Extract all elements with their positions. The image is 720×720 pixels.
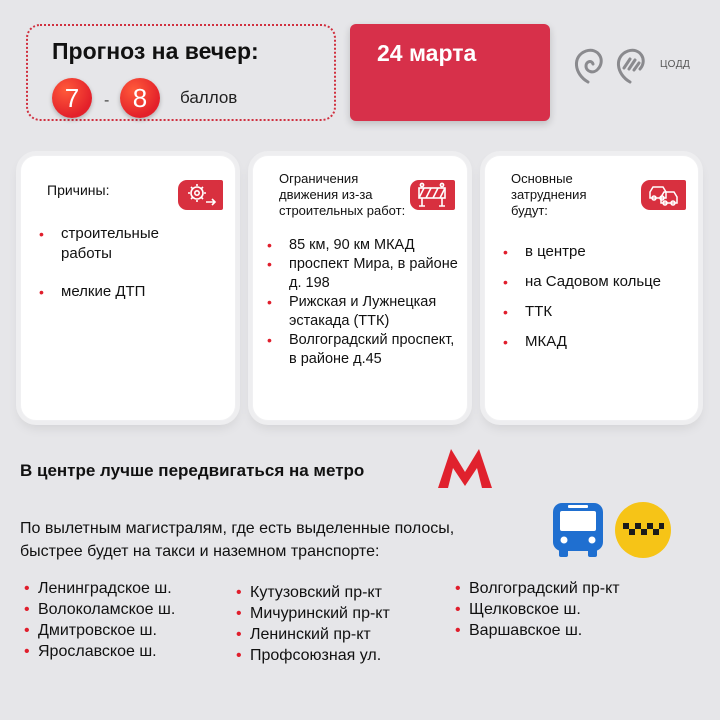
codd-logo bbox=[568, 44, 698, 88]
list-item: • МКАД bbox=[503, 332, 698, 352]
list-item: • Волгоградский пр-кт bbox=[455, 578, 620, 599]
taxi-icon bbox=[615, 502, 671, 558]
list-item: • проспект Мира, в районе д. 198 bbox=[267, 255, 462, 293]
gear-arrow-icon bbox=[178, 180, 223, 210]
score-unit: баллов bbox=[180, 88, 238, 107]
difficulties-card bbox=[484, 155, 699, 421]
list-item: • ТТК bbox=[503, 302, 698, 322]
restrictions-list bbox=[267, 236, 462, 369]
forecast-title: Прогноз на вечер: bbox=[52, 38, 259, 64]
score-from-badge: 7 bbox=[52, 78, 92, 118]
difficulties-card-title: Основные затруднения будут: bbox=[511, 171, 587, 218]
restrictions-card bbox=[252, 155, 468, 421]
date-box bbox=[350, 24, 550, 121]
list-item: • Рижская и Лужнецкая эстакада (ТТК) bbox=[267, 293, 462, 331]
bus-icon bbox=[550, 501, 606, 559]
list-item: • Волоколамское ш. bbox=[24, 599, 175, 620]
list-item: • Ленинградское ш. bbox=[24, 578, 175, 599]
list-item: • Волгоградский проспект, в районе д.45 bbox=[267, 331, 462, 369]
forecast-box bbox=[26, 24, 336, 121]
list-item: • Мичуринский пр-кт bbox=[236, 603, 390, 624]
score-to-badge: 8 bbox=[120, 78, 160, 118]
date-text: 24 марта bbox=[377, 40, 477, 66]
list-item: • 85 км, 90 км МКАД bbox=[267, 236, 462, 255]
roads-column-2 bbox=[236, 582, 390, 666]
list-item: • Дмитровское ш. bbox=[24, 620, 175, 641]
metro-recommendation: В центре лучше передвигаться на метро bbox=[20, 461, 365, 480]
roads-column-1 bbox=[24, 578, 175, 662]
reasons-card-title: Причины: bbox=[47, 182, 110, 198]
list-item: • Кутузовский пр-кт bbox=[236, 582, 390, 603]
score-dash: - bbox=[104, 92, 110, 109]
road-barrier-icon bbox=[410, 180, 455, 210]
reasons-card bbox=[20, 155, 236, 421]
metro-m-icon bbox=[436, 446, 494, 490]
roads-column-3 bbox=[455, 578, 620, 641]
list-item: • в центре bbox=[503, 242, 698, 262]
restrictions-card-title: Ограничения движения из-за строительных работ: bbox=[279, 171, 406, 218]
reasons-list bbox=[39, 224, 189, 302]
codd-logo-mark-icon bbox=[568, 44, 658, 88]
lanes-text: По вылетным магистралям, где есть выделенные полосы, быстрее будет на такси и наземном транспорте: bbox=[20, 520, 455, 560]
list-item: • Ярославское ш. bbox=[24, 641, 175, 662]
list-item: • Варшавское ш. bbox=[455, 620, 620, 641]
cars-icon bbox=[641, 180, 686, 210]
list-item: • Щелковское ш. bbox=[455, 599, 620, 620]
list-item: • мелкие ДТП bbox=[39, 282, 189, 302]
list-item: • Ленинский пр-кт bbox=[236, 624, 390, 645]
difficulties-list bbox=[503, 242, 698, 352]
list-item: • Профсоюзная ул. bbox=[236, 645, 390, 666]
list-item: • на Садовом кольце bbox=[503, 272, 698, 292]
list-item: • строительные работы bbox=[39, 224, 189, 264]
logo-text: ЦОДД bbox=[660, 59, 691, 70]
